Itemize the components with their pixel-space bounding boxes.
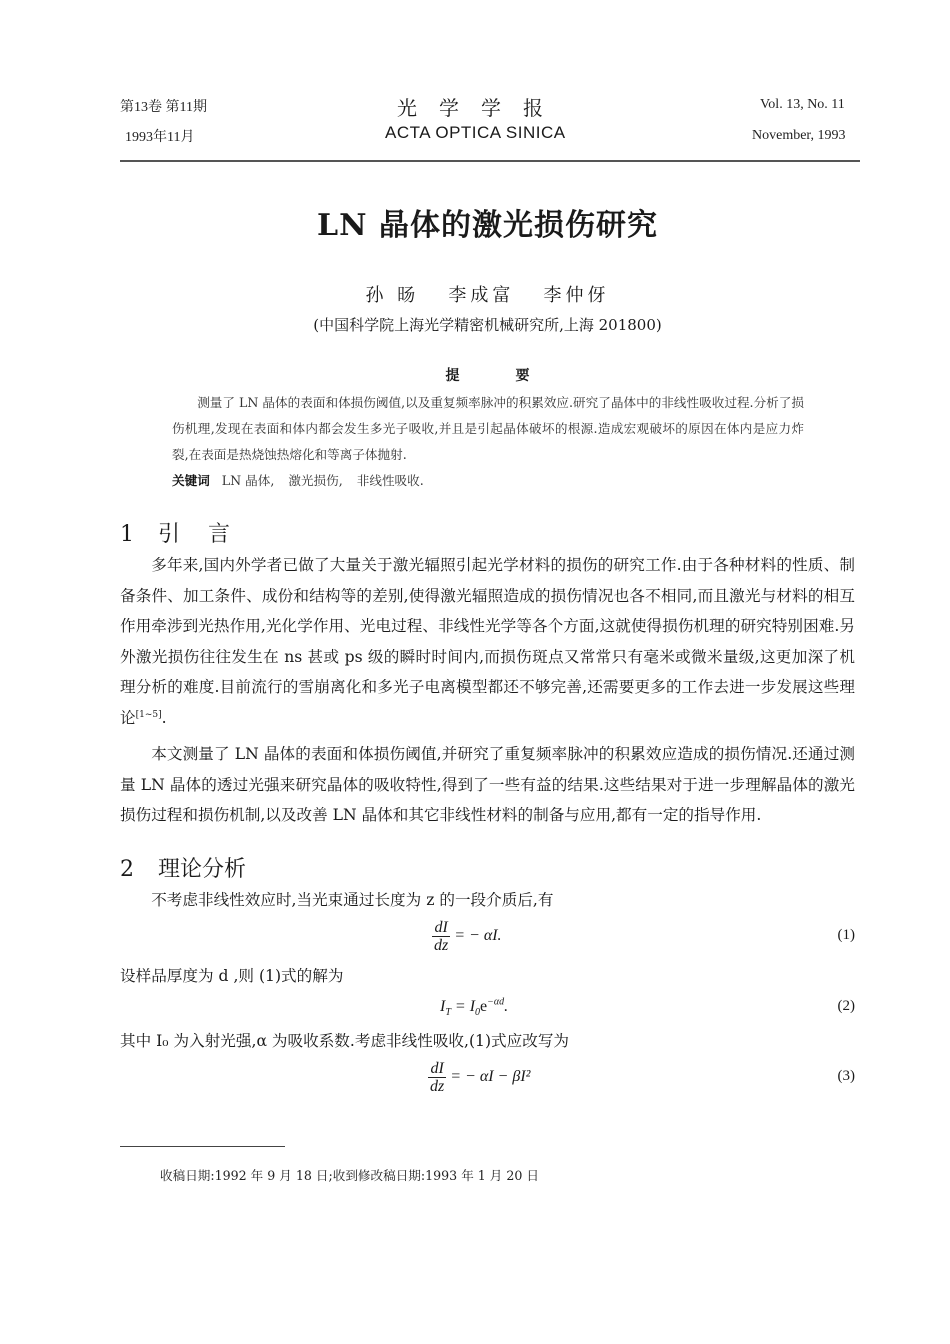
numerator: dI	[432, 919, 450, 937]
keyword: LN 晶体,	[221, 473, 275, 488]
keyword: 激光损伤,	[288, 473, 343, 488]
journal-title-en: ACTA OPTICA SINICA	[385, 123, 566, 142]
equation-number: (1)	[837, 927, 855, 943]
section-number: 2	[120, 856, 134, 882]
paragraph-end: .	[161, 708, 167, 727]
equation-2	[440, 998, 508, 1016]
numerator: dI	[428, 1060, 446, 1078]
abstract-heading-left: 提	[445, 368, 460, 384]
equation-number: (2)	[837, 997, 855, 1014]
denominator: dz	[430, 1078, 445, 1095]
intro-paragraph-1	[120, 550, 855, 733]
journal-title-cn: 光学学报	[397, 96, 565, 120]
theory-text-3: 其中 I₀ 为入射光强,α 为吸收系数.考虑非线性吸收,(1)式应改写为	[120, 1031, 570, 1050]
eq-mid-sub: 0	[475, 1006, 481, 1018]
eq-mid: = I	[450, 997, 476, 1015]
section-heading	[120, 855, 855, 885]
keywords-label: 关键词	[172, 473, 210, 488]
equation-rhs: = − αI.	[454, 927, 502, 945]
denominator: dz	[434, 937, 449, 954]
header-volume-issue-cn: 第13卷 第11期	[120, 100, 207, 115]
theory-text-1: 不考虑非线性效应时,当光束通过长度为 z 的一段介质后,有	[151, 890, 554, 909]
keywords	[172, 468, 855, 494]
fraction	[432, 919, 450, 954]
equation-row	[120, 1056, 855, 1102]
eq-exp: −αd	[487, 996, 505, 1008]
keyword: 非线性吸收.	[356, 473, 424, 488]
equation-rhs: = − αI − βI²	[450, 1068, 531, 1086]
abstract-body: 测量了 LN 晶体的表面和体损伤阈值,以及重复频率脉冲的积累效应.研究了晶体中的非线性吸收过程.分析了损伤机理,发现在表面和体内都会发生多光子吸收,并且是引起晶体破坏的根源.造成宏观破坏的原因在体内是应力炸裂,在表面是热烧蚀热熔化和等离子体抛射.	[172, 395, 804, 462]
section-number: 1	[120, 522, 134, 547]
eq-tail: .	[504, 997, 509, 1015]
intro-paragraph-2: 本文测量了 LN 晶体的表面和体损伤阈值,并研究了重复频率脉冲的积累效应造成的损伤情况.还通过测量 LN 晶体的透过光强来研究晶体的吸收特性,得到了一些有益的结果.这些结果对于进一步理解晶体的激光损伤过程和损伤机制,以及改善 LN 晶体和其它非线性材料的制备与应用,都有一定的指导作用.	[120, 745, 855, 824]
header-date-en: November, 1993	[752, 128, 846, 143]
section-heading	[120, 520, 855, 550]
running-header	[0, 0, 950, 170]
eq-lhs-sub: T	[445, 1006, 451, 1018]
section-title: 引 言	[158, 522, 230, 547]
citation: [1~5]	[135, 709, 162, 720]
fraction	[428, 1060, 446, 1095]
footnote-received-dates: 收稿日期:1992 年 9 月 18 日;收到修改稿日期:1993 年 1 月 20 日	[160, 1168, 540, 1183]
equation-row	[120, 992, 855, 1026]
header-volume-issue-en: Vol. 13, No. 11	[760, 97, 845, 112]
section-title: 理论分析	[158, 856, 247, 882]
footnote-rule	[120, 1146, 285, 1147]
eq-lhs: I	[440, 997, 446, 1015]
header-rule	[120, 160, 860, 162]
paragraph-text: 多年来,国内外学者已做了大量关于激光辐照引起光学材料的损伤的研究工作.由于各种材料的性质、制备条件、加工条件、成份和结构等的差别,使得激光辐照造成的损伤情况也各不相同,而且激光与材料的相互作用牵涉到光热作用,光化学作用、光电过程、非线性光学等各个方面,这就使得损伤机理的研究特别困难.另外激光损伤往往发生在 ns 甚或 ps 级的瞬时时间内,而损伤斑点又常常只有毫米或微米量级,这更加深了机理分析的难度.目前流行的雪崩离化和多光子电离模型都还不够完善,还需要更多的工作去进一步发展这些理论	[120, 556, 855, 727]
article-title: LN 晶体的激光损伤研究	[317, 208, 658, 243]
abstract-heading	[120, 366, 855, 386]
equation-3	[428, 1060, 530, 1095]
authors: 孙 旸 李成富 李仲伢	[365, 285, 610, 306]
abstract-heading-right: 要	[515, 368, 530, 384]
eq-base: e	[480, 997, 488, 1015]
equation-row	[120, 915, 855, 961]
header-date-cn: 1993年11月	[125, 130, 195, 145]
affiliation: (中国科学院上海光学精密机械研究所,上海 201800)	[313, 316, 662, 334]
equation-number: (3)	[837, 1068, 855, 1084]
equation-1	[432, 919, 502, 954]
theory-text-2: 设样品厚度为 d ,则 (1)式的解为	[120, 967, 344, 985]
page-body	[120, 206, 855, 1185]
